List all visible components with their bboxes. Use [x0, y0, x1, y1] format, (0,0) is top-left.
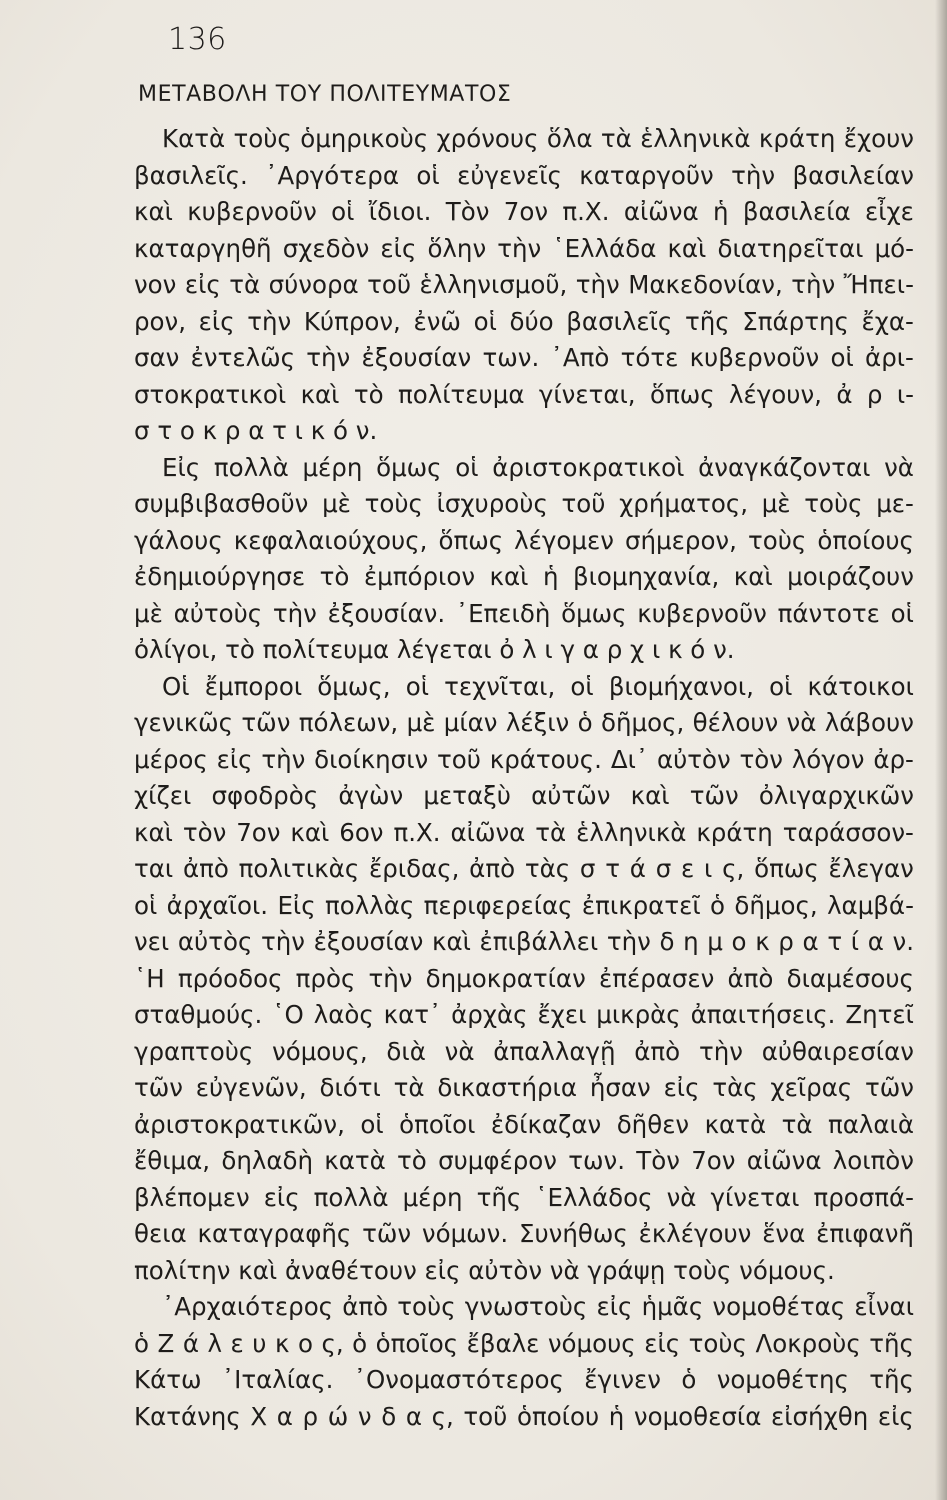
text-line: ὀλίγοι, τὸ πολίτευμα λέγεται ὀ λ ι γ α ρ χ ι κ ό ν.: [134, 635, 735, 664]
text-line: μὲ αὐτοὺς τὴν ἐξουσίαν. ᾿Επειδὴ ὅμως κυβερνοῦν πάντοτε οἱ: [134, 598, 914, 628]
body-text: [134, 121, 914, 1435]
text-line: πολίτην καὶ ἀναθέτουν εἰς αὐτὸν νὰ γράψῃ τοὺς νόμους.: [134, 1255, 835, 1285]
text-line: γάλους κεφαλαιούχους, ὅπως λέγομεν σήμερον, τοὺς ὁποίους: [134, 525, 914, 555]
text-line: συμβιβασθοῦν μὲ τοὺς ἰσχυροὺς τοῦ χρήματος, μὲ τοὺς με-: [134, 489, 914, 518]
text-line: βασιλεῖς. ᾿Αργότερα οἱ εὐγενεῖς καταργοῦν τὴν βασιλείαν: [134, 160, 914, 190]
text-line: ἀριστοκρατικῶν, οἱ ὁποῖοι ἐδίκαζαν δῆθεν κατὰ τὰ παλαιὰ: [134, 1109, 914, 1139]
text-line: μέρος εἰς τὴν διοίκησιν τοῦ κράτους. Δι᾿ αὐτὸν τὸν λόγον ἀρ-: [134, 744, 914, 774]
text-line: οἱ ἀρχαῖοι. Εἰς πολλὰς περιφερείας ἐπικρατεῖ ὁ δῆμος, λαμβά-: [134, 890, 914, 920]
text-line: ὁ Ζ ά λ ε υ κ ο ς, ὁ ὁποῖος ἔβαλε νόμους εἰς τοὺς Λοκροὺς τῆς: [134, 1328, 914, 1358]
text-line: σταθμούς. ῾Ο λαὸς κατ᾿ ἀρχὰς ἔχει μικρὰς ἀπαιτήσεις. Ζητεῖ: [134, 1000, 914, 1029]
page-edge-shadow: [935, 0, 947, 1500]
text-line: ἐδημιούργησε τὸ ἐμπόριον καὶ ἡ βιομηχανία, καὶ μοιράζουν: [134, 562, 914, 591]
text-line: Κατάνης Χ α ρ ώ ν δ α ς, τοῦ ὁποίου ἡ νομοθεσία εἰσήχθη εἰς: [134, 1401, 914, 1431]
text-line: θεια καταγραφῆς τῶν νόμων. Συνήθως ἐκλέγουν ἕνα ἐπιφανῆ: [134, 1219, 914, 1248]
text-line: καὶ κυβερνοῦν οἱ ἴδιοι. Τὸν 7ον π.Χ. αἰῶνα ἡ βασιλεία εἶχε: [134, 197, 914, 226]
text-line: γραπτοὺς νόμους, διὰ νὰ ἀπαλλαγῇ ἀπὸ τὴν αὐθαιρεσίαν: [134, 1036, 914, 1066]
text-line: σ τ ο κ ρ α τ ι κ ό ν.: [134, 416, 378, 445]
text-line: ται ἀπὸ πολιτικὰς ἔριδας, ἀπὸ τὰς σ τ ά σ ε ι ς, ὅπως ἔλεγαν: [134, 854, 914, 883]
text-line: γενικῶς τῶν πόλεων, μὲ μίαν λέξιν ὁ δῆμος, θέλουν νὰ λάβουν: [134, 708, 914, 737]
text-line: στοκρατικοὶ καὶ τὸ πολίτευμα γίνεται, ὅπως λέγουν, ἀ ρ ι-: [134, 379, 914, 409]
page-number: 136: [168, 22, 227, 57]
text-line: καὶ τὸν 7ον καὶ 6ον π.Χ. αἰῶνα τὰ ἑλληνικὰ κράτη ταράσσον-: [134, 817, 914, 847]
text-line: ἔθιμα, δηλαδὴ κατὰ τὸ συμφέρον των. Τὸν 7ον αἰῶνα λοιπὸν: [134, 1146, 914, 1175]
text-line: Οἱ ἔμποροι ὅμως, οἱ τεχνῖται, οἱ βιομήχανοι, οἱ κάτοικοι: [162, 671, 914, 701]
text-line: ρον, εἰς τὴν Κύπρον, ἐνῶ οἱ δύο βασιλεῖς τῆς Σπάρτης ἔχα-: [134, 306, 914, 336]
text-line: ᾿Αρχαιότερος ἀπὸ τοὺς γνωστοὺς εἰς ἡμᾶς νομοθέτας εἶναι: [162, 1292, 914, 1321]
text-line: χίζει σφοδρὸς ἀγὼν μεταξὺ αὐτῶν καὶ τῶν ὀλιγαρχικῶν: [134, 781, 914, 810]
text-line: σαν ἐντελῶς τὴν ἐξουσίαν των. ᾿Απὸ τότε κυβερνοῦν οἱ ἀρι-: [134, 343, 914, 372]
text-line: Εἰς πολλὰ μέρη ὅμως οἱ ἀριστοκρατικοὶ ἀναγκάζονται νὰ: [162, 452, 914, 482]
running-head: ΜΕΤΑΒΟΛΗ ΤΟΥ ΠΟΛΙΤΕΥΜΑΤΟΣ: [138, 82, 512, 107]
text-line: τῶν εὐγενῶν, διότι τὰ δικαστήρια ἦσαν εἰς τὰς χεῖρας τῶν: [134, 1073, 914, 1102]
text-line: βλέπομεν εἰς πολλὰ μέρη τῆς ῾Ελλάδος νὰ γίνεται προσπά-: [134, 1182, 914, 1212]
text-line: καταργηθῆ σχεδὸν εἰς ὅλην τὴν ῾Ελλάδα καὶ διατηρεῖται μό-: [134, 233, 914, 263]
text-line: ῾Η πρόοδος πρὸς τὴν δημοκρατίαν ἐπέρασεν ἀπὸ διαμέσους: [134, 963, 914, 993]
text-line: νον εἰς τὰ σύνορα τοῦ ἑλληνισμοῦ, τὴν Μακεδονίαν, τὴν Ἤπει-: [134, 270, 914, 299]
text-line: Κάτω ᾿Ιταλίας. ᾿Ονομαστότερος ἔγινεν ὁ νομοθέτης τῆς: [134, 1365, 914, 1394]
text-line: Κατὰ τοὺς ὁμηρικοὺς χρόνους ὅλα τὰ ἑλληνικὰ κράτη ἔχουν: [162, 124, 914, 153]
text-line: νει αὐτὸς τὴν ἐξουσίαν καὶ ἐπιβάλλει τὴν δ η μ ο κ ρ α τ ί α ν.: [134, 927, 914, 956]
